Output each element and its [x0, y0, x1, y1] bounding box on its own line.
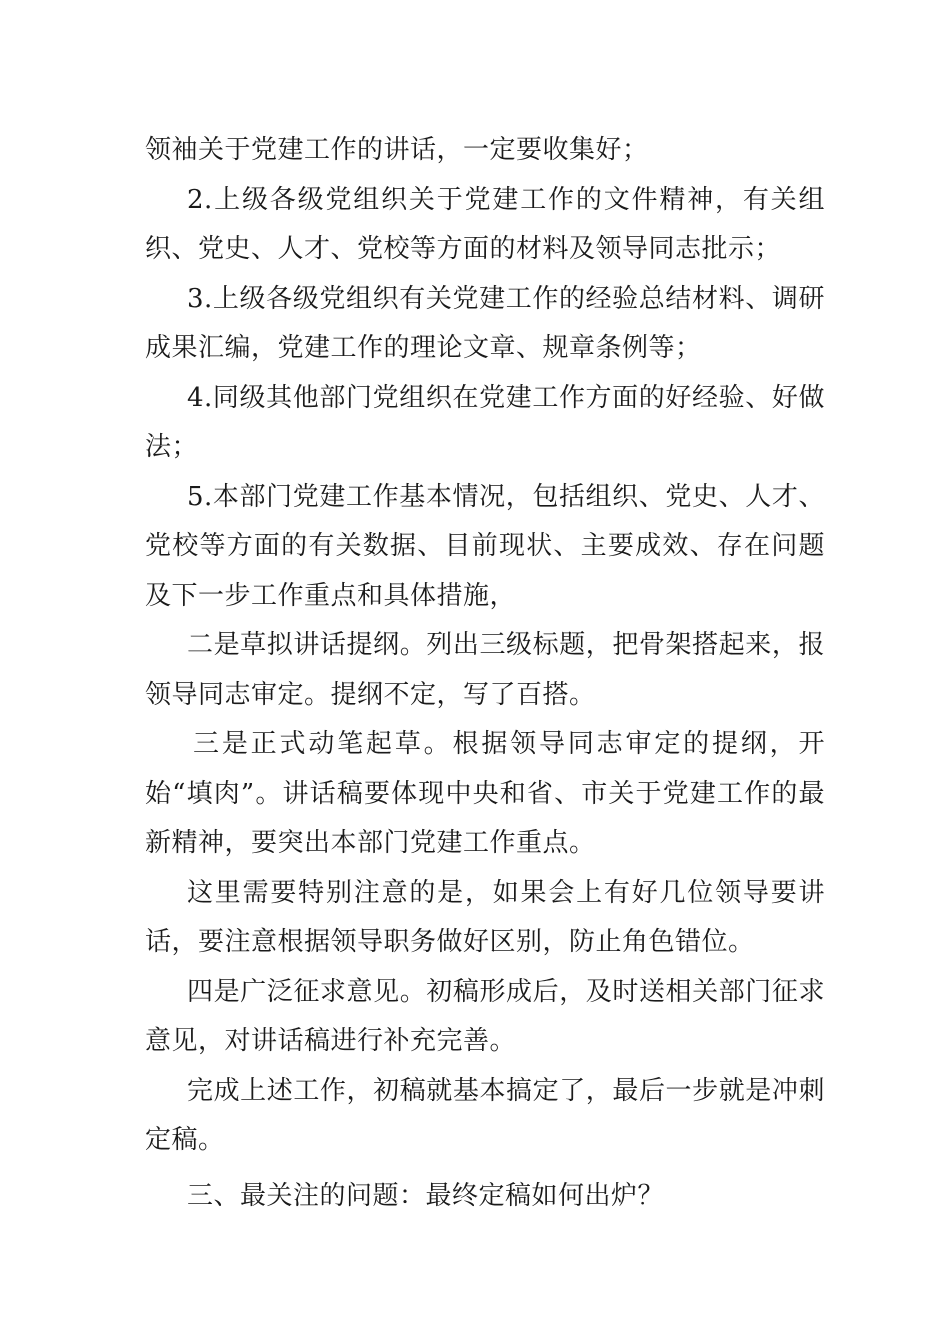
paragraph-item-4: 4.同级其他部门党组织在党建工作方面的好经验、好做法；: [145, 382, 825, 462]
paragraph-item-3: 3.上级各级党组织有关党建工作的经验总结材料、调研成果汇编，党建工作的理论文章、规章条例等；: [145, 283, 825, 363]
paragraph-summary: 完成上述工作，初稿就基本搞定了，最后一步就是冲刺定稿。: [145, 1075, 825, 1155]
paragraph-item-2: 2.上级各级党组织关于党建工作的文件精神，有关组织、党史、人才、党校等方面的材料及领导同志批示；: [145, 184, 825, 264]
paragraph-step-four: 四是广泛征求意见。初稿形成后，及时送相关部门征求意见，对讲话稿进行补充完善。: [145, 976, 825, 1056]
paragraph-item-5: 5.本部门党建工作基本情况，包括组织、党史、人才、党校等方面的有关数据、目前现状、主要成效、存在问题及下一步工作重点和具体措施，: [145, 481, 825, 611]
paragraph-note: 这里需要特别注意的是，如果会上有好几位领导要讲话，要注意根据领导职务做好区别，防止角色错位。: [145, 877, 825, 957]
paragraph-step-two: 二是草拟讲话提纲。列出三级标题，把骨架搭起来，报领导同志审定。提纲不定，写了百搭。: [145, 630, 825, 710]
document-body: [145, 126, 825, 1221]
paragraph-continuation: 领袖关于党建工作的讲话，一定要收集好；: [145, 135, 649, 165]
section-heading: 三、最关注的问题：最终定稿如何出炉？: [187, 1180, 665, 1211]
paragraph-step-three: 三是正式动笔起草。根据领导同志审定的提纲，开始“填肉”。讲话稿要体现中央和省、市关于党建工作的最新精神，要突出本部门党建工作重点。: [145, 729, 825, 858]
